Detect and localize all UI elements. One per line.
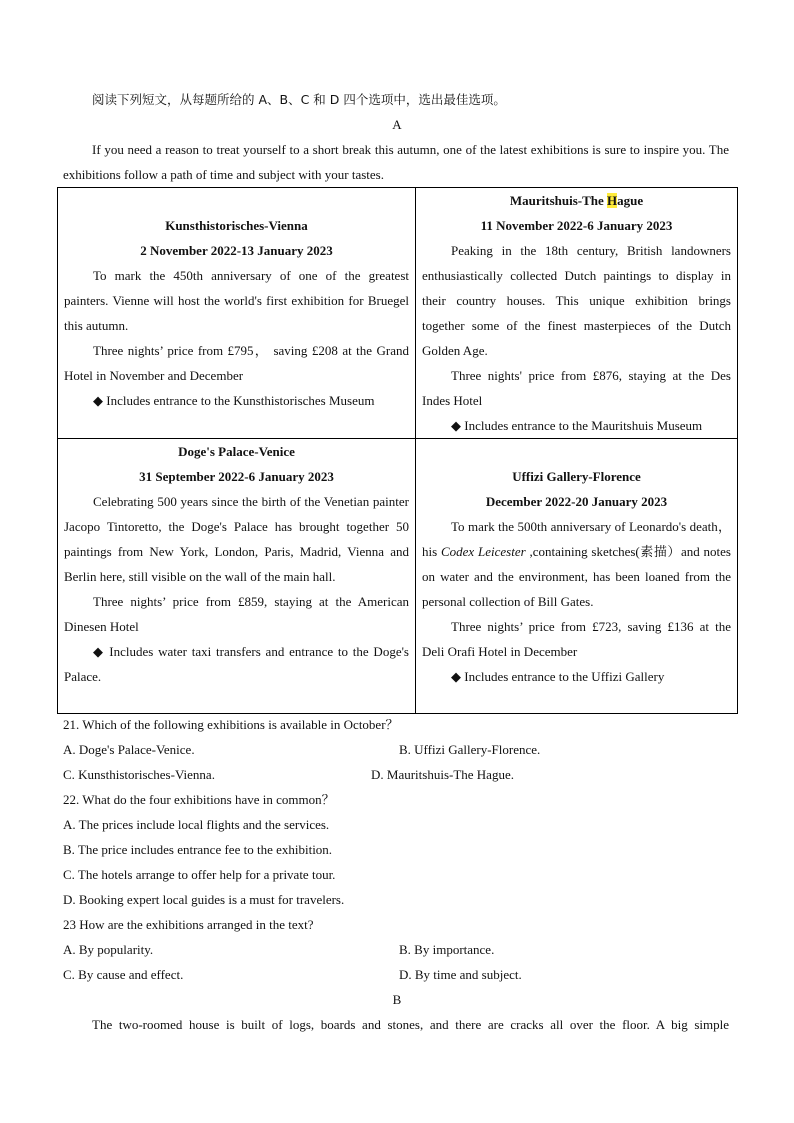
question-23-stem: 23 How are the exhibitions arranged in the text? — [63, 917, 314, 932]
exhibition-dates: 31 September 2022-6 January 2023 — [139, 469, 334, 484]
exhibition-florence — [416, 439, 738, 714]
passage-b-label: B — [392, 992, 402, 1007]
exhibition-price: Three nights’ price from £723, saving £136 at the Deli Orafi Hotel in December — [422, 619, 731, 659]
question-21-option-c: C. Kunsthistorisches-Vienna. — [63, 767, 215, 782]
exhibition-description: To mark the 500th anniversary of Leonardo's death，his Codex Leicester ,containing sketches(素描）and notes on water and the environment, has been loaned from the personal collection of Bill Gates. — [422, 519, 731, 609]
exhibition-price: Three nights' price from £876, staying at the Des Indes Hotel — [422, 368, 731, 408]
exhibition-description: To mark the 450th anniversary of one of the greatest painters. Vienne will host the world's first exhibition for Bruegel this autumn. — [64, 268, 409, 333]
question-22-option-a: A. The prices include local flights and the services. — [63, 817, 330, 832]
exhibition-dates: 2 November 2022-13 January 2023 — [140, 243, 333, 258]
highlighted-letter: H — [607, 193, 618, 208]
exhibition-includes: ◆ Includes entrance to the Mauritshuis Museum — [451, 418, 703, 433]
exhibition-title: Kunsthistorisches-Vienna — [165, 218, 308, 233]
exhibition-hague — [416, 188, 738, 439]
question-23-option-c: C. By cause and effect. — [63, 967, 184, 982]
question-21-option-a: A. Doge's Palace-Venice. — [63, 742, 195, 757]
exhibition-dates: December 2022-20 January 2023 — [485, 494, 668, 509]
exhibition-price: Three nights’ price from £795， saving £208 at the Grand Hotel in November and December — [64, 343, 409, 383]
question-21-option-d: D. Mauritshuis-The Hague. — [371, 767, 514, 782]
exhibition-includes: ◆ Includes water taxi transfers and entrance to the Doge's Palace. — [64, 644, 409, 684]
passage-b-first-line: The two-roomed house is built of logs, boards and stones, and there are cracks all over the floor. A big simple — [92, 1017, 729, 1032]
question-22-option-c: C. The hotels arrange to offer help for a private tour. — [63, 867, 336, 882]
passage-a-label: A — [392, 117, 402, 132]
passage-a-intro: If you need a reason to treat yourself to a short break this autumn, one of the latest exhibitions is sure to inspire you. The exhibitions follow a path of time and subject with your tastes. — [63, 142, 729, 182]
question-22-option-d: D. Booking expert local guides is a must for travelers. — [63, 892, 345, 907]
question-23-option-d: D. By time and subject. — [399, 967, 522, 982]
question-22-option-b: B. The price includes entrance fee to the exhibition. — [63, 842, 333, 857]
question-21-option-b: B. Uffizi Gallery-Florence. — [399, 742, 541, 757]
exhibition-venice — [58, 439, 416, 714]
exhibition-description: Celebrating 500 years since the birth of the Venetian painter Jacopo Tintoretto, the Doge's Palace has brought together 50 paintings from New York, London, Paris, Madrid, Vienna and Berlin here, still visible on the wall of the main hall. — [64, 494, 409, 584]
question-22-stem: 22. What do the four exhibitions have in common？ — [63, 792, 335, 807]
exhibition-price: Three nights’ price from £859, staying at the American Dinesen Hotel — [64, 594, 409, 634]
exhibition-vienna — [58, 188, 416, 439]
instruction-text: 阅读下列短文，从每题所给的 A、B、C 和 D 四个选项中，选出最佳选项。 — [92, 92, 506, 107]
exhibition-title: Doge's Palace-Venice — [178, 444, 295, 459]
book-title: Codex Leicester — [440, 544, 526, 559]
question-23-option-a: A. By popularity. — [63, 942, 154, 957]
exhibition-description: Peaking in the 18th century, British landowners enthusiastically collected Dutch paintings to display in their country houses. This unique exhibition brings together some of the finest masterpieces of the Dutch Golden Age. — [422, 243, 731, 358]
exhibition-dates: 11 November 2022-6 January 2023 — [480, 218, 673, 233]
question-23-option-b: B. By importance. — [399, 942, 495, 957]
exhibition-title: Uffizi Gallery-Florence — [512, 469, 641, 484]
exhibition-includes: ◆ Includes entrance to the Kunsthistorisches Museum — [93, 393, 375, 408]
exhibition-title: Mauritshuis-The Hague — [509, 193, 644, 208]
question-21-stem: 21. Which of the following exhibitions is available in October？ — [63, 717, 399, 732]
exhibition-includes: ◆ Includes entrance to the Uffizi Gallery — [451, 669, 665, 684]
exhibitions-table — [57, 187, 738, 714]
